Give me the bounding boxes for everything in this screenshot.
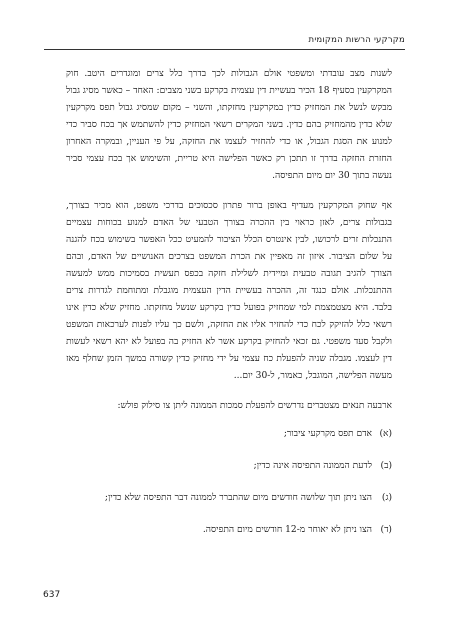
condition-marker: (ג) — [381, 493, 392, 503]
condition-text: לדעת הממונה התפיסה אינה כדין; — [253, 461, 372, 471]
condition-c — [66, 490, 392, 507]
condition-marker: (ב) — [380, 461, 392, 471]
condition-d — [66, 522, 392, 539]
paragraph-3: ארבעה תנאים מצטברים נדרשים להפעלת סמכות הממונה ליתן צו סילוק פולש: — [117, 401, 392, 411]
header-rule — [44, 49, 405, 50]
running-head: מקרקעי הרשות המקומית — [308, 35, 405, 45]
paragraph-1: לשנות מצב עובדתי ומשפטי אולם הגבולות לכך בדרך כלל צרים ומוגדרים היטב. חוק המקרקעין בסעיף 18 הכיר בעשיית דין עצמית בקרקע בשני מצבים: האחד – כאשר מסיג גבול מבקש לנשל את המחזיק כדין במקרקעין מחזקתו, והשני – מקום שמסיג גבול תפס מקרקעין שלא כדין מהמחזיק בהם כדין. בשני המקרים רשאי המחזיק כדין להשתמש אך בכח סביר כדי למנוע את הסגת הגבול, או כדי להחזיר לעצמו את החזקה, על פי העניין, ובמקרה האחרון החזרת החזקה בדרך זו תתכן רק כאשר הפלישה היא טריית, והשימוש אך בכח עצמי סביר נעשה בתוך 30 יום מיום התפיסה. — [66, 69, 392, 181]
condition-marker: (א) — [379, 429, 392, 439]
page-number: 637 — [43, 590, 61, 600]
condition-marker: (ד) — [380, 525, 392, 535]
body-text — [66, 66, 392, 554]
conditions-list — [66, 426, 392, 539]
condition-text: הצו ניתן תוך שלושה חודשים מיום שהתברר לממונה דבר התפיסה שלא כדין; — [104, 493, 372, 503]
condition-text: הצו ניתן לא יאוחר מ-12 חודשים מיום התפיסה. — [202, 525, 372, 535]
paragraph-2: אף שחוק המקרקעין מעדיף באופן ברור פתרון סכסוכים בדרכי משפט, הוא מכיר בצורך, בגבולות צרים, לאזן כראוי בין ההכרה בצורך הטבעי של האדם למנוע בכוחות עצמיים התנכלות זרים לרכושו, לבין אינטרס הכלל הציבור להמעיט ככל האפשר בשימוש בכח להגנה על שלום הציבור. איזון זה מאפיין את הכרת המשפט בצרכים האנושיים של האדם, ובהם הצורך להגיב תגובה טבעית ומיידית לשלילת חזקה בכפס תעשית בסמיכות ממש למעשה ההתנכלות. אולם כנגד זה, ההכרה בעשיית הדין העצמית מוגבלת ומתוחמת לגדרות צרים בלבד. היא מצטמצמת למי שמחזיק בפועל כדין בקרקע שנשל מחזקתו. מחזיק שלא כדין אינו רשאי כלל להזיקק לכח כדי להחזיר אליו את החזקה, ולשם כך עליו לפנות לערכאות המשפט ולקבל סעד משפטי. גם זכאי להחזיק בקרקע אשר לא החזיק בה בפועל לא יהא רשאי לעשות דין לעצמו. מגבלה שניה להפעלת כח עצמי על ידי מחזיק כדין קשורה במשך הזמן שחלף מאז מעשה הפלישה, המוגבל, כאמור, ל-30 יום... — [66, 201, 392, 381]
condition-text: אדם תפס מקרקעי ציבור; — [283, 429, 372, 439]
condition-a — [66, 426, 392, 443]
condition-b — [66, 458, 392, 475]
